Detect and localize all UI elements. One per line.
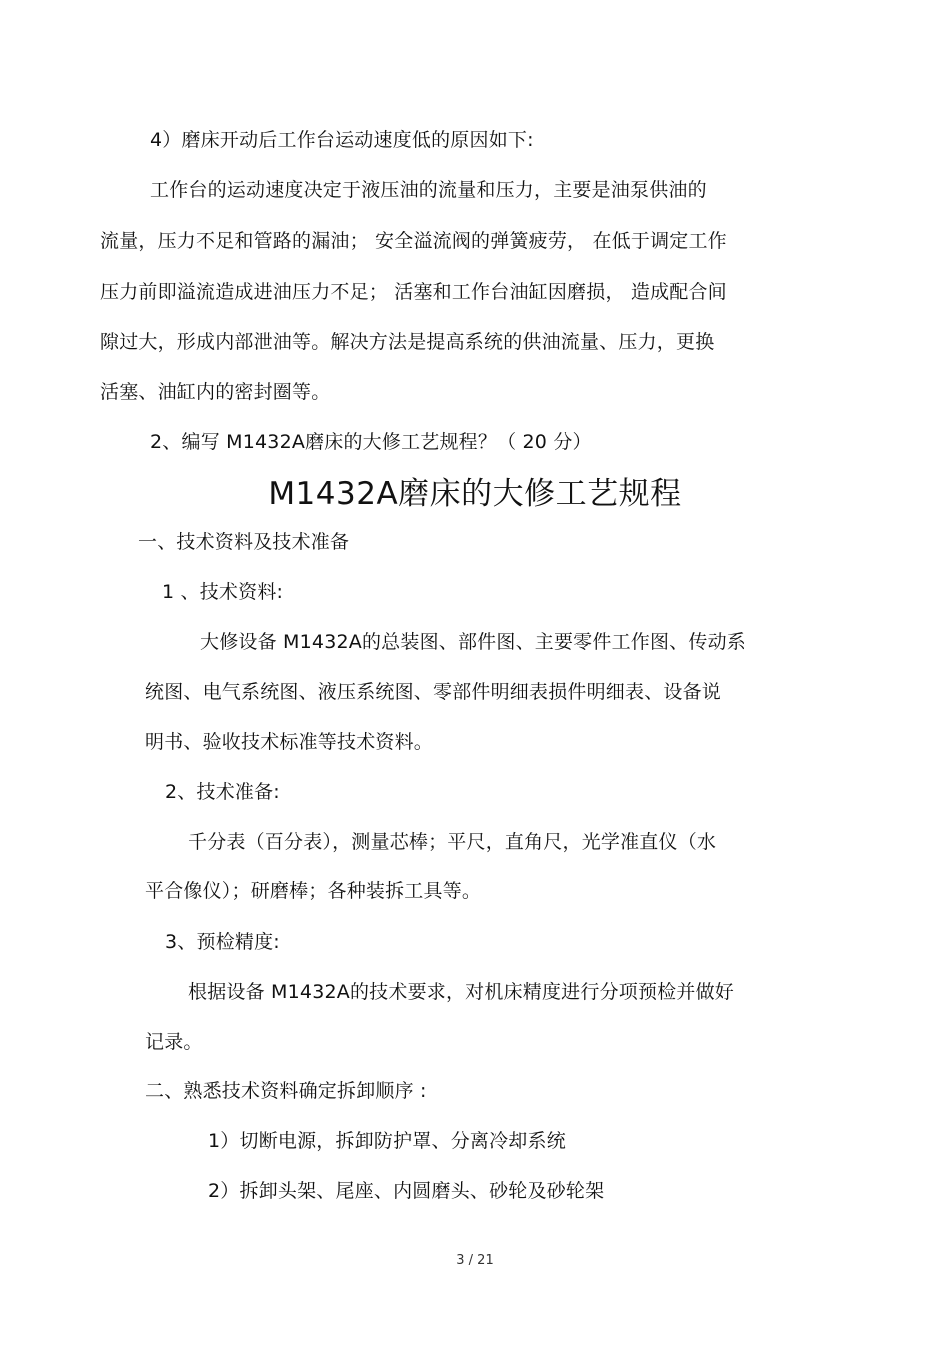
part2-step-1: 1）切断电源，拆卸防护罩、分离冷却系统 <box>208 1130 566 1152</box>
section4-line-2: 流量，压力不足和管路的漏油； 安全溢流阀的弹簧疲劳， 在低于调定工作 <box>100 230 727 252</box>
item2-line-1: 千分表（百分表），测量芯棒；平尺，直角尺，光学准直仪（水 <box>188 831 717 853</box>
section4-heading: 4）磨床开动后工作台运动速度低的原因如下: <box>150 129 534 151</box>
document-title: M1432A磨床的大修工艺规程 <box>268 476 682 512</box>
section4-line-5: 活塞、油缸内的密封圈等。 <box>100 381 331 403</box>
question-2: 2、编写 M1432A磨床的大修工艺规程？（ 20 分） <box>150 431 592 453</box>
part2-heading: 二、熟悉技术资料确定拆卸顺序 : <box>145 1080 427 1102</box>
item1-line-2: 统图、电气系统图、液压系统图、零部件明细表损件明细表、设备说 <box>145 681 722 703</box>
section4-line-4: 隙过大，形成内部泄油等。解决方法是提高系统的供油流量、压力，更换 <box>100 331 715 353</box>
item2-line-2: 平合像仪）；研磨棒；各种装拆工具等。 <box>145 880 482 902</box>
part1-heading: 一、技术资料及技术准备 <box>138 531 350 553</box>
item3-line-1: 根据设备 M1432A的技术要求，对机床精度进行分项预检并做好 <box>188 981 734 1003</box>
item1-line-1: 大修设备 M1432A的总装图、部件图、主要零件工作图、传动系 <box>200 631 746 653</box>
item3-line-2: 记录。 <box>145 1031 203 1053</box>
page-number: 3 / 21 <box>456 1253 494 1268</box>
section4-line-1: 工作台的运动速度决定于液压油的流量和压力，主要是油泵供油的 <box>150 179 707 201</box>
item2-heading: 2、技术准备: <box>165 781 280 803</box>
item1-heading: 1 、技术资料: <box>162 581 284 603</box>
section4-line-3: 压力前即溢流造成进油压力不足； 活塞和工作台油缸因磨损， 造成配合间 <box>100 281 727 303</box>
item3-heading: 3、预检精度: <box>165 931 280 953</box>
part2-step-2: 2）拆卸头架、尾座、内圆磨头、砂轮及砂轮架 <box>208 1180 605 1202</box>
item1-line-3: 明书、验收技术标准等技术资料。 <box>145 731 434 753</box>
